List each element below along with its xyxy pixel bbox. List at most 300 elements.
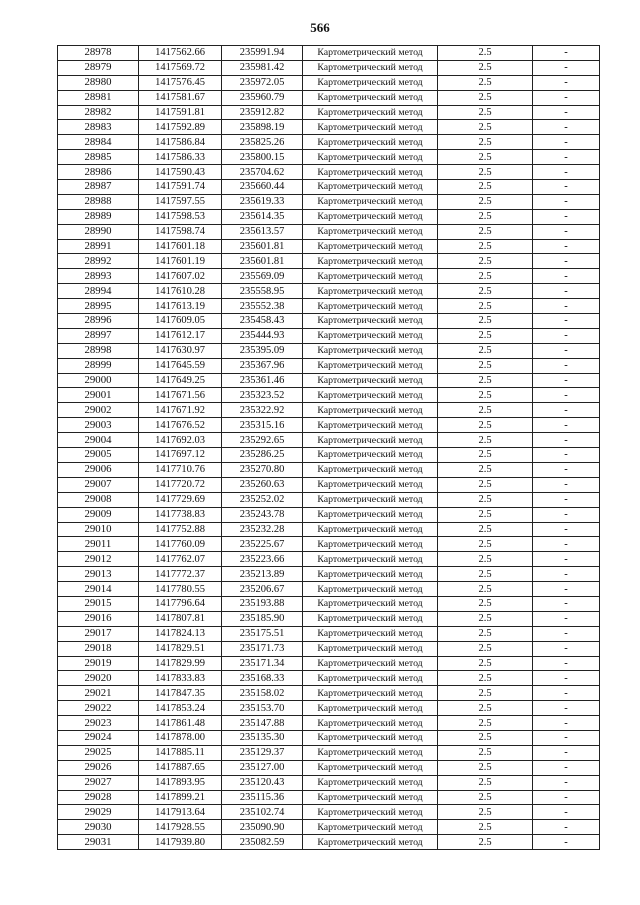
point-number-cell: 28992 bbox=[58, 254, 139, 269]
method-cell: Картометрический метод bbox=[303, 448, 438, 463]
table-row bbox=[58, 328, 600, 343]
point-number-cell: 29018 bbox=[58, 641, 139, 656]
dash-cell: - bbox=[533, 90, 600, 105]
table-row bbox=[58, 790, 600, 805]
accuracy-cell: 2.5 bbox=[438, 462, 533, 477]
dash-cell: - bbox=[533, 269, 600, 284]
y-coordinate-cell: 235458.43 bbox=[222, 314, 303, 329]
accuracy-cell: 2.5 bbox=[438, 641, 533, 656]
y-coordinate-cell: 235323.52 bbox=[222, 388, 303, 403]
dash-cell: - bbox=[533, 552, 600, 567]
dash-cell: - bbox=[533, 254, 600, 269]
point-number-cell: 28980 bbox=[58, 75, 139, 90]
y-coordinate-cell: 235223.66 bbox=[222, 552, 303, 567]
x-coordinate-cell: 1417581.67 bbox=[139, 90, 222, 105]
coordinates-table bbox=[57, 45, 600, 850]
table-row bbox=[58, 314, 600, 329]
table-row bbox=[58, 388, 600, 403]
dash-cell: - bbox=[533, 448, 600, 463]
method-cell: Картометрический метод bbox=[303, 790, 438, 805]
accuracy-cell: 2.5 bbox=[438, 418, 533, 433]
table-row bbox=[58, 239, 600, 254]
table-row bbox=[58, 46, 600, 61]
table-row bbox=[58, 641, 600, 656]
accuracy-cell: 2.5 bbox=[438, 328, 533, 343]
dash-cell: - bbox=[533, 328, 600, 343]
table-row bbox=[58, 60, 600, 75]
point-number-cell: 29022 bbox=[58, 701, 139, 716]
dash-cell: - bbox=[533, 582, 600, 597]
dash-cell: - bbox=[533, 790, 600, 805]
table-row bbox=[58, 299, 600, 314]
point-number-cell: 29011 bbox=[58, 537, 139, 552]
method-cell: Картометрический метод bbox=[303, 820, 438, 835]
point-number-cell: 29003 bbox=[58, 418, 139, 433]
point-number-cell: 28994 bbox=[58, 284, 139, 299]
x-coordinate-cell: 1417824.13 bbox=[139, 626, 222, 641]
table-row bbox=[58, 745, 600, 760]
y-coordinate-cell: 235213.89 bbox=[222, 567, 303, 582]
accuracy-cell: 2.5 bbox=[438, 343, 533, 358]
x-coordinate-cell: 1417597.55 bbox=[139, 194, 222, 209]
dash-cell: - bbox=[533, 388, 600, 403]
y-coordinate-cell: 235127.00 bbox=[222, 760, 303, 775]
x-coordinate-cell: 1417692.03 bbox=[139, 433, 222, 448]
x-coordinate-cell: 1417878.00 bbox=[139, 730, 222, 745]
y-coordinate-cell: 235120.43 bbox=[222, 775, 303, 790]
method-cell: Картометрический метод bbox=[303, 328, 438, 343]
point-number-cell: 29002 bbox=[58, 403, 139, 418]
accuracy-cell: 2.5 bbox=[438, 567, 533, 582]
point-number-cell: 29030 bbox=[58, 820, 139, 835]
method-cell: Картометрический метод bbox=[303, 507, 438, 522]
method-cell: Картометрический метод bbox=[303, 596, 438, 611]
dash-cell: - bbox=[533, 418, 600, 433]
dash-cell: - bbox=[533, 805, 600, 820]
point-number-cell: 29001 bbox=[58, 388, 139, 403]
x-coordinate-cell: 1417847.35 bbox=[139, 686, 222, 701]
y-coordinate-cell: 235972.05 bbox=[222, 75, 303, 90]
dash-cell: - bbox=[533, 358, 600, 373]
dash-cell: - bbox=[533, 686, 600, 701]
method-cell: Картометрический метод bbox=[303, 75, 438, 90]
y-coordinate-cell: 235135.30 bbox=[222, 730, 303, 745]
y-coordinate-cell: 235286.25 bbox=[222, 448, 303, 463]
accuracy-cell: 2.5 bbox=[438, 611, 533, 626]
accuracy-cell: 2.5 bbox=[438, 448, 533, 463]
point-number-cell: 29023 bbox=[58, 716, 139, 731]
dash-cell: - bbox=[533, 433, 600, 448]
dash-cell: - bbox=[533, 403, 600, 418]
y-coordinate-cell: 235102.74 bbox=[222, 805, 303, 820]
y-coordinate-cell: 235158.02 bbox=[222, 686, 303, 701]
x-coordinate-cell: 1417612.17 bbox=[139, 328, 222, 343]
table-row bbox=[58, 492, 600, 507]
point-number-cell: 29010 bbox=[58, 522, 139, 537]
table-row bbox=[58, 462, 600, 477]
x-coordinate-cell: 1417630.97 bbox=[139, 343, 222, 358]
dash-cell: - bbox=[533, 180, 600, 195]
y-coordinate-cell: 235800.15 bbox=[222, 150, 303, 165]
accuracy-cell: 2.5 bbox=[438, 522, 533, 537]
dash-cell: - bbox=[533, 284, 600, 299]
y-coordinate-cell: 235270.80 bbox=[222, 462, 303, 477]
point-number-cell: 29012 bbox=[58, 552, 139, 567]
method-cell: Картометрический метод bbox=[303, 686, 438, 701]
x-coordinate-cell: 1417928.55 bbox=[139, 820, 222, 835]
method-cell: Картометрический метод bbox=[303, 537, 438, 552]
dash-cell: - bbox=[533, 105, 600, 120]
method-cell: Картометрический метод bbox=[303, 626, 438, 641]
accuracy-cell: 2.5 bbox=[438, 730, 533, 745]
method-cell: Картометрический метод bbox=[303, 462, 438, 477]
dash-cell: - bbox=[533, 343, 600, 358]
point-number-cell: 29000 bbox=[58, 373, 139, 388]
point-number-cell: 29028 bbox=[58, 790, 139, 805]
y-coordinate-cell: 235898.19 bbox=[222, 120, 303, 135]
y-coordinate-cell: 235252.02 bbox=[222, 492, 303, 507]
accuracy-cell: 2.5 bbox=[438, 820, 533, 835]
table-row bbox=[58, 448, 600, 463]
y-coordinate-cell: 235991.94 bbox=[222, 46, 303, 61]
method-cell: Картометрический метод bbox=[303, 611, 438, 626]
point-number-cell: 29020 bbox=[58, 671, 139, 686]
dash-cell: - bbox=[533, 150, 600, 165]
table-row bbox=[58, 611, 600, 626]
x-coordinate-cell: 1417853.24 bbox=[139, 701, 222, 716]
x-coordinate-cell: 1417601.18 bbox=[139, 239, 222, 254]
accuracy-cell: 2.5 bbox=[438, 269, 533, 284]
method-cell: Картометрический метод bbox=[303, 358, 438, 373]
point-number-cell: 28995 bbox=[58, 299, 139, 314]
point-number-cell: 28979 bbox=[58, 60, 139, 75]
dash-cell: - bbox=[533, 135, 600, 150]
method-cell: Картометрический метод bbox=[303, 641, 438, 656]
method-cell: Картометрический метод bbox=[303, 701, 438, 716]
y-coordinate-cell: 235619.33 bbox=[222, 194, 303, 209]
x-coordinate-cell: 1417729.69 bbox=[139, 492, 222, 507]
x-coordinate-cell: 1417586.33 bbox=[139, 150, 222, 165]
y-coordinate-cell: 235153.70 bbox=[222, 701, 303, 716]
x-coordinate-cell: 1417586.84 bbox=[139, 135, 222, 150]
table-row bbox=[58, 433, 600, 448]
method-cell: Картометрический метод bbox=[303, 60, 438, 75]
accuracy-cell: 2.5 bbox=[438, 582, 533, 597]
accuracy-cell: 2.5 bbox=[438, 626, 533, 641]
x-coordinate-cell: 1417697.12 bbox=[139, 448, 222, 463]
method-cell: Картометрический метод bbox=[303, 418, 438, 433]
method-cell: Картометрический метод bbox=[303, 552, 438, 567]
method-cell: Картометрический метод bbox=[303, 343, 438, 358]
x-coordinate-cell: 1417613.19 bbox=[139, 299, 222, 314]
method-cell: Картометрический метод bbox=[303, 150, 438, 165]
accuracy-cell: 2.5 bbox=[438, 224, 533, 239]
x-coordinate-cell: 1417591.74 bbox=[139, 180, 222, 195]
accuracy-cell: 2.5 bbox=[438, 358, 533, 373]
table-row bbox=[58, 656, 600, 671]
method-cell: Картометрический метод bbox=[303, 254, 438, 269]
dash-cell: - bbox=[533, 507, 600, 522]
coordinates-table-body bbox=[58, 46, 600, 850]
table-row bbox=[58, 180, 600, 195]
x-coordinate-cell: 1417562.66 bbox=[139, 46, 222, 61]
accuracy-cell: 2.5 bbox=[438, 150, 533, 165]
accuracy-cell: 2.5 bbox=[438, 46, 533, 61]
y-coordinate-cell: 235193.88 bbox=[222, 596, 303, 611]
dash-cell: - bbox=[533, 656, 600, 671]
point-number-cell: 29017 bbox=[58, 626, 139, 641]
x-coordinate-cell: 1417576.45 bbox=[139, 75, 222, 90]
dash-cell: - bbox=[533, 671, 600, 686]
table-row bbox=[58, 165, 600, 180]
table-row bbox=[58, 820, 600, 835]
accuracy-cell: 2.5 bbox=[438, 835, 533, 850]
point-number-cell: 29008 bbox=[58, 492, 139, 507]
dash-cell: - bbox=[533, 611, 600, 626]
method-cell: Картометрический метод bbox=[303, 194, 438, 209]
accuracy-cell: 2.5 bbox=[438, 388, 533, 403]
x-coordinate-cell: 1417676.52 bbox=[139, 418, 222, 433]
table-row bbox=[58, 343, 600, 358]
point-number-cell: 29024 bbox=[58, 730, 139, 745]
point-number-cell: 29009 bbox=[58, 507, 139, 522]
dash-cell: - bbox=[533, 775, 600, 790]
point-number-cell: 28987 bbox=[58, 180, 139, 195]
table-row bbox=[58, 626, 600, 641]
dash-cell: - bbox=[533, 626, 600, 641]
x-coordinate-cell: 1417780.55 bbox=[139, 582, 222, 597]
accuracy-cell: 2.5 bbox=[438, 775, 533, 790]
method-cell: Картометрический метод bbox=[303, 135, 438, 150]
point-number-cell: 29025 bbox=[58, 745, 139, 760]
accuracy-cell: 2.5 bbox=[438, 299, 533, 314]
point-number-cell: 29029 bbox=[58, 805, 139, 820]
y-coordinate-cell: 235232.28 bbox=[222, 522, 303, 537]
accuracy-cell: 2.5 bbox=[438, 403, 533, 418]
y-coordinate-cell: 235115.36 bbox=[222, 790, 303, 805]
y-coordinate-cell: 235361.46 bbox=[222, 373, 303, 388]
method-cell: Картометрический метод bbox=[303, 567, 438, 582]
accuracy-cell: 2.5 bbox=[438, 686, 533, 701]
accuracy-cell: 2.5 bbox=[438, 314, 533, 329]
y-coordinate-cell: 235825.26 bbox=[222, 135, 303, 150]
table-row bbox=[58, 135, 600, 150]
dash-cell: - bbox=[533, 537, 600, 552]
dash-cell: - bbox=[533, 522, 600, 537]
table-row bbox=[58, 194, 600, 209]
y-coordinate-cell: 235444.93 bbox=[222, 328, 303, 343]
dash-cell: - bbox=[533, 760, 600, 775]
method-cell: Картометрический метод bbox=[303, 90, 438, 105]
table-row bbox=[58, 805, 600, 820]
x-coordinate-cell: 1417610.28 bbox=[139, 284, 222, 299]
dash-cell: - bbox=[533, 194, 600, 209]
dash-cell: - bbox=[533, 462, 600, 477]
table-row bbox=[58, 284, 600, 299]
y-coordinate-cell: 235613.57 bbox=[222, 224, 303, 239]
point-number-cell: 28983 bbox=[58, 120, 139, 135]
accuracy-cell: 2.5 bbox=[438, 194, 533, 209]
point-number-cell: 28978 bbox=[58, 46, 139, 61]
method-cell: Картометрический метод bbox=[303, 165, 438, 180]
method-cell: Картометрический метод bbox=[303, 46, 438, 61]
point-number-cell: 29013 bbox=[58, 567, 139, 582]
point-number-cell: 29014 bbox=[58, 582, 139, 597]
table-row bbox=[58, 522, 600, 537]
method-cell: Картометрический метод bbox=[303, 373, 438, 388]
table-row bbox=[58, 760, 600, 775]
x-coordinate-cell: 1417861.48 bbox=[139, 716, 222, 731]
dash-cell: - bbox=[533, 120, 600, 135]
y-coordinate-cell: 235601.81 bbox=[222, 254, 303, 269]
accuracy-cell: 2.5 bbox=[438, 254, 533, 269]
y-coordinate-cell: 235322.92 bbox=[222, 403, 303, 418]
accuracy-cell: 2.5 bbox=[438, 552, 533, 567]
x-coordinate-cell: 1417829.99 bbox=[139, 656, 222, 671]
accuracy-cell: 2.5 bbox=[438, 60, 533, 75]
point-number-cell: 28985 bbox=[58, 150, 139, 165]
table-row bbox=[58, 254, 600, 269]
dash-cell: - bbox=[533, 314, 600, 329]
x-coordinate-cell: 1417807.81 bbox=[139, 611, 222, 626]
y-coordinate-cell: 235315.16 bbox=[222, 418, 303, 433]
table-row bbox=[58, 596, 600, 611]
x-coordinate-cell: 1417885.11 bbox=[139, 745, 222, 760]
dash-cell: - bbox=[533, 641, 600, 656]
x-coordinate-cell: 1417913.64 bbox=[139, 805, 222, 820]
y-coordinate-cell: 235981.42 bbox=[222, 60, 303, 75]
accuracy-cell: 2.5 bbox=[438, 477, 533, 492]
y-coordinate-cell: 235704.62 bbox=[222, 165, 303, 180]
dash-cell: - bbox=[533, 492, 600, 507]
dash-cell: - bbox=[533, 46, 600, 61]
dash-cell: - bbox=[533, 209, 600, 224]
x-coordinate-cell: 1417939.80 bbox=[139, 835, 222, 850]
y-coordinate-cell: 235552.38 bbox=[222, 299, 303, 314]
point-number-cell: 28982 bbox=[58, 105, 139, 120]
accuracy-cell: 2.5 bbox=[438, 433, 533, 448]
dash-cell: - bbox=[533, 299, 600, 314]
method-cell: Картометрический метод bbox=[303, 745, 438, 760]
method-cell: Картометрический метод bbox=[303, 239, 438, 254]
x-coordinate-cell: 1417671.56 bbox=[139, 388, 222, 403]
table-row bbox=[58, 582, 600, 597]
y-coordinate-cell: 235168.33 bbox=[222, 671, 303, 686]
x-coordinate-cell: 1417710.76 bbox=[139, 462, 222, 477]
accuracy-cell: 2.5 bbox=[438, 135, 533, 150]
y-coordinate-cell: 235912.82 bbox=[222, 105, 303, 120]
x-coordinate-cell: 1417645.59 bbox=[139, 358, 222, 373]
point-number-cell: 28996 bbox=[58, 314, 139, 329]
dash-cell: - bbox=[533, 596, 600, 611]
point-number-cell: 28984 bbox=[58, 135, 139, 150]
dash-cell: - bbox=[533, 60, 600, 75]
accuracy-cell: 2.5 bbox=[438, 284, 533, 299]
y-coordinate-cell: 235129.37 bbox=[222, 745, 303, 760]
y-coordinate-cell: 235225.67 bbox=[222, 537, 303, 552]
x-coordinate-cell: 1417598.74 bbox=[139, 224, 222, 239]
table-row bbox=[58, 120, 600, 135]
dash-cell: - bbox=[533, 835, 600, 850]
table-row bbox=[58, 105, 600, 120]
dash-cell: - bbox=[533, 701, 600, 716]
point-number-cell: 28991 bbox=[58, 239, 139, 254]
table-row bbox=[58, 90, 600, 105]
table-row bbox=[58, 701, 600, 716]
accuracy-cell: 2.5 bbox=[438, 75, 533, 90]
point-number-cell: 28997 bbox=[58, 328, 139, 343]
method-cell: Картометрический метод bbox=[303, 492, 438, 507]
method-cell: Картометрический метод bbox=[303, 477, 438, 492]
accuracy-cell: 2.5 bbox=[438, 180, 533, 195]
method-cell: Картометрический метод bbox=[303, 388, 438, 403]
method-cell: Картометрический метод bbox=[303, 522, 438, 537]
x-coordinate-cell: 1417591.81 bbox=[139, 105, 222, 120]
x-coordinate-cell: 1417671.92 bbox=[139, 403, 222, 418]
x-coordinate-cell: 1417833.83 bbox=[139, 671, 222, 686]
point-number-cell: 28988 bbox=[58, 194, 139, 209]
x-coordinate-cell: 1417752.88 bbox=[139, 522, 222, 537]
y-coordinate-cell: 235395.09 bbox=[222, 343, 303, 358]
point-number-cell: 29027 bbox=[58, 775, 139, 790]
table-row bbox=[58, 150, 600, 165]
accuracy-cell: 2.5 bbox=[438, 701, 533, 716]
method-cell: Картометрический метод bbox=[303, 805, 438, 820]
y-coordinate-cell: 235367.96 bbox=[222, 358, 303, 373]
y-coordinate-cell: 235147.88 bbox=[222, 716, 303, 731]
point-number-cell: 29004 bbox=[58, 433, 139, 448]
accuracy-cell: 2.5 bbox=[438, 596, 533, 611]
accuracy-cell: 2.5 bbox=[438, 120, 533, 135]
method-cell: Картометрический метод bbox=[303, 730, 438, 745]
y-coordinate-cell: 235601.81 bbox=[222, 239, 303, 254]
table-row bbox=[58, 373, 600, 388]
table-row bbox=[58, 716, 600, 731]
method-cell: Картометрический метод bbox=[303, 656, 438, 671]
table-row bbox=[58, 477, 600, 492]
point-number-cell: 29031 bbox=[58, 835, 139, 850]
method-cell: Картометрический метод bbox=[303, 582, 438, 597]
y-coordinate-cell: 235614.35 bbox=[222, 209, 303, 224]
method-cell: Картометрический метод bbox=[303, 209, 438, 224]
point-number-cell: 28990 bbox=[58, 224, 139, 239]
point-number-cell: 29007 bbox=[58, 477, 139, 492]
table-row bbox=[58, 507, 600, 522]
y-coordinate-cell: 235569.09 bbox=[222, 269, 303, 284]
x-coordinate-cell: 1417760.09 bbox=[139, 537, 222, 552]
accuracy-cell: 2.5 bbox=[438, 790, 533, 805]
y-coordinate-cell: 235960.79 bbox=[222, 90, 303, 105]
point-number-cell: 29019 bbox=[58, 656, 139, 671]
y-coordinate-cell: 235660.44 bbox=[222, 180, 303, 195]
y-coordinate-cell: 235171.73 bbox=[222, 641, 303, 656]
table-row bbox=[58, 552, 600, 567]
y-coordinate-cell: 235175.51 bbox=[222, 626, 303, 641]
x-coordinate-cell: 1417598.53 bbox=[139, 209, 222, 224]
point-number-cell: 28989 bbox=[58, 209, 139, 224]
method-cell: Картометрический метод bbox=[303, 671, 438, 686]
y-coordinate-cell: 235260.63 bbox=[222, 477, 303, 492]
table-row bbox=[58, 403, 600, 418]
method-cell: Картометрический метод bbox=[303, 180, 438, 195]
table-row bbox=[58, 567, 600, 582]
accuracy-cell: 2.5 bbox=[438, 209, 533, 224]
x-coordinate-cell: 1417592.89 bbox=[139, 120, 222, 135]
accuracy-cell: 2.5 bbox=[438, 507, 533, 522]
x-coordinate-cell: 1417893.95 bbox=[139, 775, 222, 790]
y-coordinate-cell: 235171.34 bbox=[222, 656, 303, 671]
point-number-cell: 28999 bbox=[58, 358, 139, 373]
